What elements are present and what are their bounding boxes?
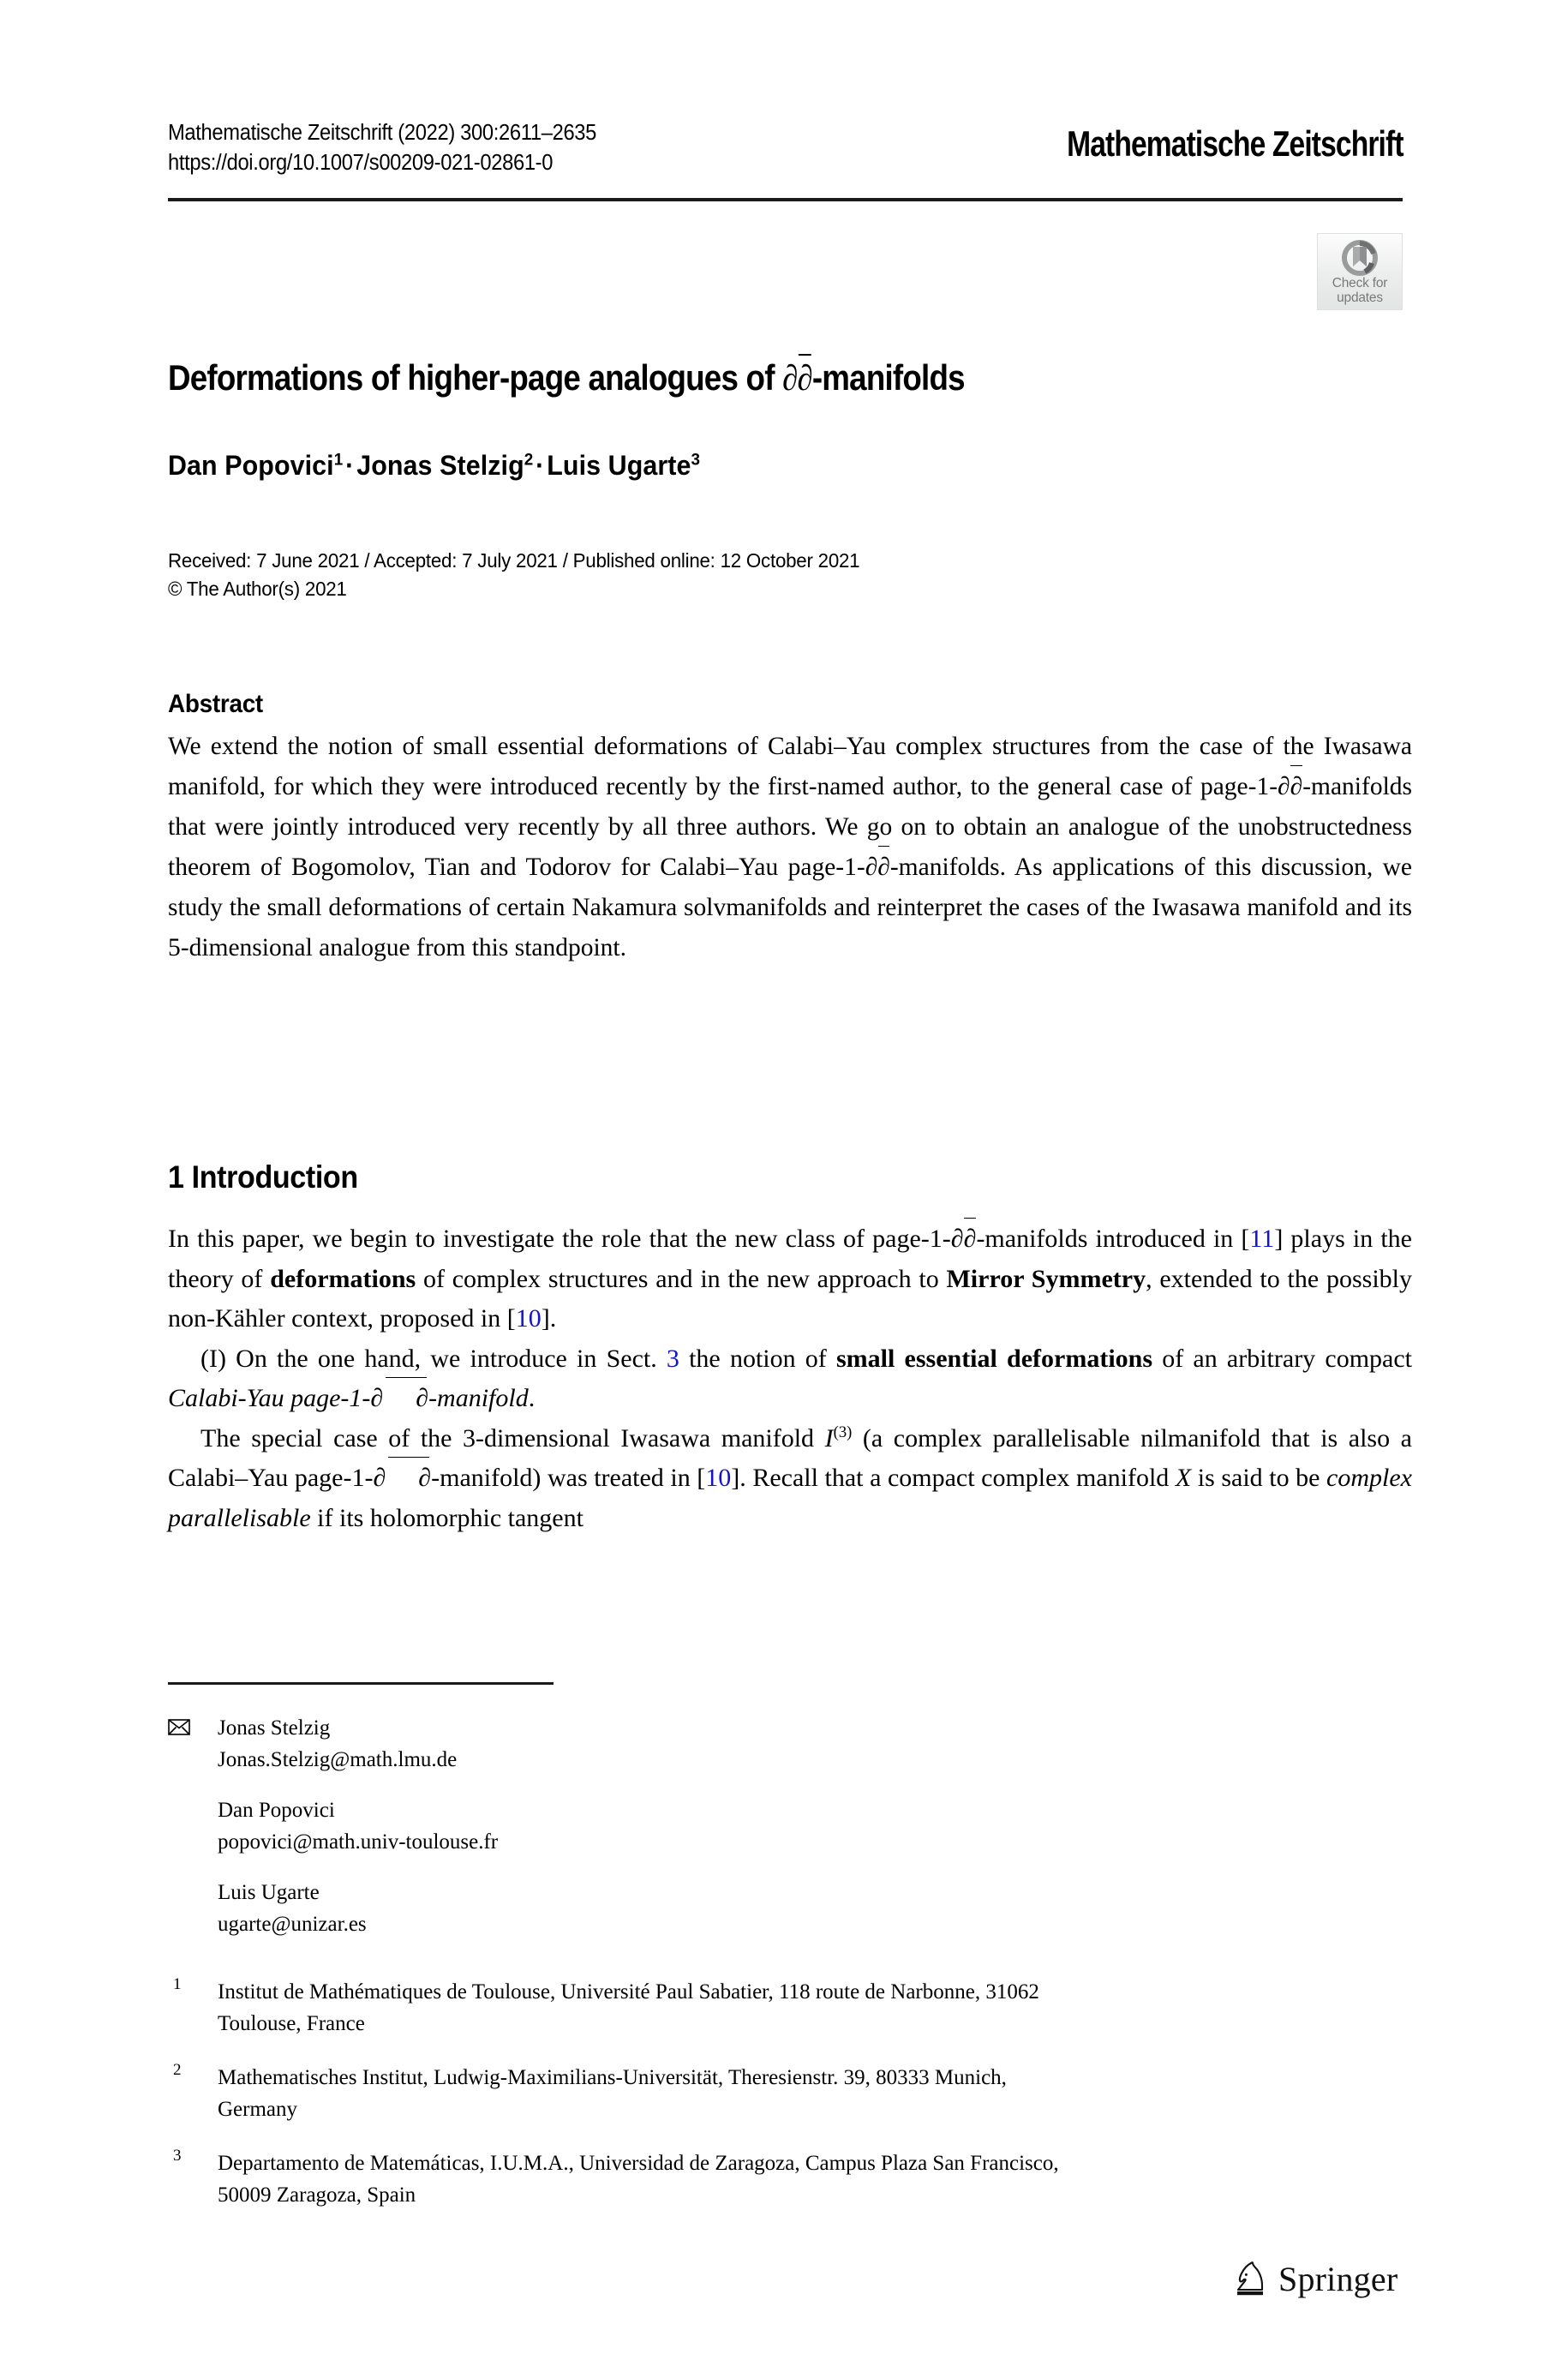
badge-line-2: updates (1337, 290, 1383, 305)
page-title (168, 356, 1263, 401)
author-1[interactable]: Dan Popovici (168, 450, 334, 481)
intro-paragraph-2 (168, 1339, 1412, 1419)
p3-text-f: if its holomorphic tangent (310, 1503, 584, 1532)
p1-bold-deformations: deformations (270, 1264, 416, 1293)
p1-bold-mirror-symmetry: Mirror Symmetry (946, 1264, 1146, 1293)
badge-label (1332, 277, 1388, 305)
p3-dbar-a: ∂ (373, 1464, 386, 1492)
title-dbar-operator-1: ∂ (782, 359, 798, 399)
introduction-body (168, 1219, 1412, 1538)
header-divider (168, 198, 1403, 201)
p1-dbar-b: ∂ (964, 1219, 977, 1260)
publisher-logo (1234, 2259, 1397, 2299)
received-accepted-published: Received: 7 June 2021 / Accepted: 7 July 2021 / Published online: 12 October 2021 (168, 549, 860, 572)
intro-paragraph-1 (168, 1219, 1412, 1339)
author-3-email[interactable]: ugarte@unizar.es (218, 1913, 367, 1936)
contact-author-3 (168, 1877, 1402, 1940)
author-3-name: Luis Ugarte (218, 1881, 320, 1904)
author-separator-2: · (536, 450, 545, 481)
check-for-updates-icon (1339, 237, 1380, 279)
affiliation-3-line-2: 50009 Zaragoza, Spain (218, 2183, 416, 2207)
author-separator-1: · (345, 450, 355, 481)
affiliation-2-line-2: Germany (218, 2098, 298, 2121)
p3-text-a: The special case of the 3-dimensional Iwasawa manifold (200, 1423, 825, 1453)
affiliation-3-line-1: Departamento de Matemáticas, I.U.M.A., Universidad de Zaragoza, Campus Plaza San Francisco, (218, 2152, 1059, 2175)
abstract-dbar-1a: ∂ (1278, 773, 1290, 800)
abstract-text-2: -manifolds that were jointly introduced very recently by all three authors. We go on to obtain an analogue of the unobstructedness theorem of Bogomolov, Tian and Todorov for Calabi–Yau page-1- (168, 773, 1412, 881)
author-3[interactable]: Luis Ugarte (547, 450, 691, 481)
affiliation-list (168, 1976, 1402, 2233)
footnote-divider (168, 1682, 554, 1685)
abstract-dbar-2b: ∂ (877, 848, 890, 888)
title-suffix: -manifolds (811, 357, 965, 398)
author-1-affiliation-marker: 1 (333, 450, 344, 470)
author-3-affiliation-marker: 3 (691, 450, 701, 470)
doi-link[interactable]: https://doi.org/10.1007/s00209-021-02861-0 (168, 151, 554, 175)
affiliation-2 (168, 2062, 1402, 2125)
p3-text-e: is said to be (1191, 1464, 1327, 1492)
p3-symbol-I: I (824, 1423, 834, 1453)
p1-text-c: ] plays in the theory of (168, 1225, 1412, 1293)
p1-dbar-a: ∂ (950, 1225, 964, 1253)
affiliation-1-line-1: Institut de Mathématiques de Toulouse, Université Paul Sabatier, 118 route de Narbonne, 31062 (218, 1980, 1039, 2004)
p2-italic-b: -1- (340, 1384, 371, 1412)
p3-symbol-X: X (1175, 1464, 1192, 1492)
citation-line-1: Mathematische Zeitschrift (2022) 300:2611–2635 (168, 121, 597, 145)
envelope-icon (168, 1712, 209, 1744)
abstract-dbar-1b: ∂ (1290, 767, 1303, 807)
p3-dbar-b: ∂ (386, 1459, 431, 1499)
author-2[interactable]: Jonas Stelzig (356, 450, 524, 481)
corresponding-author-name: Jonas Stelzig (218, 1716, 331, 1740)
p2-text-d: . (528, 1384, 536, 1412)
p2-text-b: the notion of (679, 1344, 836, 1373)
p1-text-a: In this paper, we begin to investigate the role that the new class of page-1- (168, 1225, 951, 1253)
p2-dbar-b: ∂ (383, 1379, 428, 1419)
affiliation-3-number: 3 (173, 2147, 182, 2165)
section-heading-introduction: 1 Introduction (168, 1159, 358, 1195)
p2-dbar-a: ∂ (370, 1384, 384, 1412)
corresponding-author (168, 1712, 1402, 1776)
p3-symbol-superscript: (3) (833, 1423, 853, 1441)
author-2-affiliation-marker: 2 (524, 450, 534, 470)
corresponding-author-email[interactable]: Jonas.Stelzig@math.lmu.de (218, 1748, 458, 1771)
p2-text-a: (I) On the one hand, we introduce in Sect. (200, 1344, 667, 1373)
springer-knight-logo (1234, 2260, 1270, 2299)
reference-link-10-a[interactable]: 10 (515, 1304, 542, 1333)
p3-text-d: ]. Recall that a compact complex manifold (731, 1464, 1176, 1492)
journal-name: Mathematische Zeitschrift (1067, 123, 1403, 164)
abstract-body (168, 727, 1412, 968)
publication-dates (168, 547, 1308, 603)
author-list (168, 447, 1308, 483)
affiliation-1-number: 1 (173, 1975, 182, 1993)
reference-link-10-b[interactable]: 10 (705, 1464, 732, 1492)
affiliation-2-line-1: Mathematisches Institut, Ludwig-Maximilians-Universität, Theresienstr. 39, 80333 Munich, (218, 2066, 1007, 2089)
p1-text-d: of complex structures and in the new approach to (416, 1264, 947, 1293)
abstract-heading: Abstract (168, 690, 263, 718)
p1-text-e: , extended to the possibly non-Kähler context, proposed in [ (168, 1264, 1412, 1333)
p1-text-b: -manifolds introduced in [ (976, 1225, 1250, 1253)
affiliation-3 (168, 2147, 1402, 2211)
affiliation-2-number: 2 (173, 2061, 182, 2079)
abstract-dbar-2a: ∂ (865, 854, 878, 881)
author-2-email[interactable]: popovici@math.univ-toulouse.fr (218, 1830, 499, 1854)
abstract-text-1: We extend the notion of small essential deformations of Calabi–Yau complex structures from the case of the Iwasawa manifold, for which they were introduced recently by the first-named author, to the general case of page-1- (168, 733, 1412, 800)
title-text: Deformations of higher-page analogues of (168, 357, 783, 398)
contact-author-2 (168, 1794, 1402, 1858)
affiliation-1-line-2: Toulouse, France (218, 2012, 365, 2035)
p2-bold-small-essential-deformations: small essential deformations (836, 1344, 1153, 1373)
publisher-name: Springer (1278, 2260, 1398, 2298)
journal-citation (168, 118, 596, 178)
badge-line-1: Check for (1332, 276, 1388, 291)
p2-italic-c: -manifold (428, 1384, 529, 1412)
p2-italic-a: Calabi-Yau page (168, 1384, 341, 1412)
reference-link-11[interactable]: 11 (1249, 1225, 1275, 1253)
abstract-text-3: -manifolds. As applications of this discussion, we study the small deformations of certain Nakamura solvmanifolds and reinterpret the cases of the Iwasawa manifold and its 5-dimensional analogue from this standpoint. (168, 854, 1412, 961)
p1-text-f: ]. (541, 1304, 557, 1333)
copyright-line: © The Author(s) 2021 (168, 578, 347, 600)
p3-text-b: (a complex parallelisable nilmanifold that is also a Calabi–Yau page-1- (168, 1423, 1412, 1492)
section-link-3[interactable]: 3 (666, 1344, 679, 1373)
check-for-updates-badge[interactable] (1317, 233, 1403, 310)
title-dbar-operator-2: ∂ (797, 356, 811, 401)
affiliation-1 (168, 1976, 1402, 2040)
author-2-name: Dan Popovici (218, 1799, 335, 1822)
author-contacts (168, 1712, 1402, 1959)
p3-italic-complex-parallelisable: complex parallelisable (168, 1464, 1412, 1532)
p2-text-c: of an arbitrary compact (1152, 1344, 1412, 1373)
p3-text-c: -manifold) was treated in [ (431, 1464, 706, 1492)
intro-paragraph-3 (168, 1419, 1412, 1539)
